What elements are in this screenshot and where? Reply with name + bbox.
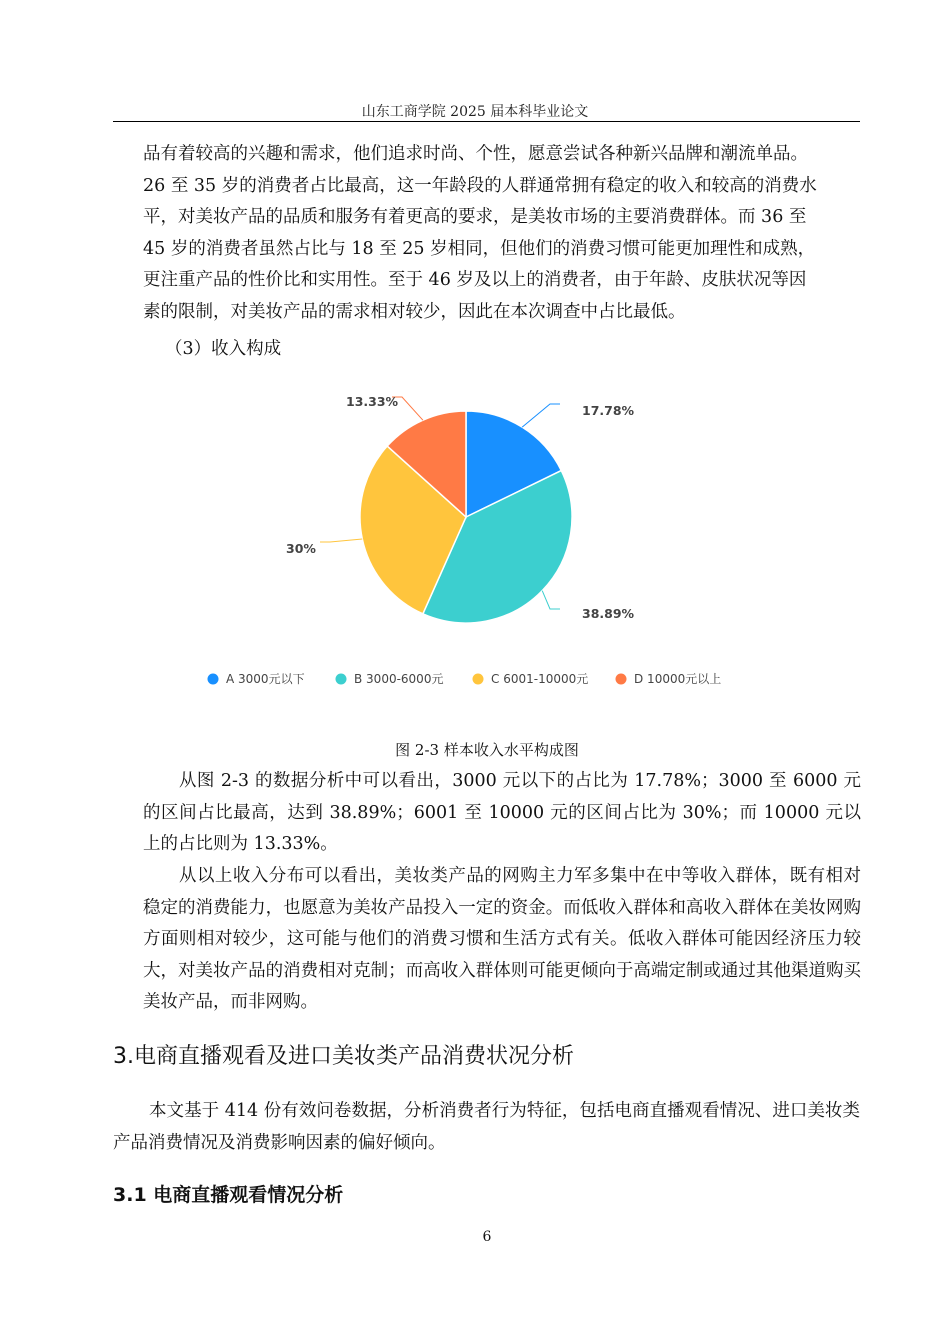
legend-label-d: D 10000元以上 [634,672,722,686]
text-line: 品有着较高的兴趣和需求，他们追求时尚、个性，愿意尝试各种新兴品牌和潮流单品。 [143,144,808,164]
figure-caption: 图 2-3 样本收入水平构成图 [395,741,579,759]
leader-line-a [522,404,560,427]
paragraph-income-discussion: 从以上收入分布可以看出，美妆类产品的网购主力军多集中在中等收入群体，既有相对稳定的消费能力，也愿意为美妆产品投入一定的资金。而低收入群体和高收入群体在美妆网购方面则相对较少，这可能与他们的消费习惯和生活方式有关。低收入群体可能因经济压力较大，对美妆产品的消费相对克制；而高收入群体则可能更倾向于高端定制或通过其他渠道购买美妆产品，而非网购。 [143,866,861,1012]
legend-label-c: C 6001-10000元 [491,672,589,686]
subheading-income: （3）收入构成 [165,339,282,359]
running-header: 山东工商学院 2025 届本科毕业论文 [361,104,589,120]
income-pie-chart [190,378,750,698]
legend-label-a: A 3000元以下 [226,672,305,686]
section-heading: 3.电商直播观看及进口美妆类产品消费状况分析 [113,1044,574,1069]
text-line: 26 至 35 岁的消费者占比最高，这一年龄段的人群通常拥有稳定的收入和较高的消费水 [143,175,817,196]
legend-marker-c [473,674,484,685]
slice-label-b: 38.89% [582,606,635,621]
legend-marker-a [208,674,219,685]
header-divider [113,121,860,122]
text-line: 45 岁的消费者虽然占比与 18 至 25 岁相同，但他们的消费习惯可能更加理性和成熟， [143,238,816,259]
page-number: 6 [482,1229,492,1245]
text-line: 更注重产品的性价比和实用性。至于 46 岁及以上的消费者，由于年龄、皮肤状况等因 [143,270,807,290]
paragraph-section-intro: 本文基于 414 份有效问卷数据，分析消费者行为特征，包括电商直播观看情况、进口美妆类产品消费情况及消费影响因素的偏好倾向。 [113,1101,860,1153]
paragraph-age-analysis [143,139,861,328]
leader-line-b [542,591,560,609]
text-line: 素的限制，对美妆产品的需求相对较少，因此在本次调查中占比最低。 [143,301,686,322]
pie-chart-svg [190,378,750,698]
slice-label-d: 13.33% [346,394,399,409]
text-line: 平，对美妆产品的品质和服务有着更高的要求，是美妆市场的主要消费群体。而 36 至 [143,207,807,227]
legend-label-b: B 3000-6000元 [354,672,444,686]
paragraph-income-data: 从图 2-3 的数据分析中可以看出，3000 元以下的占比为 17.78%；3000 至 6000 元的区间占比最高，达到 38.89%；6001 至 10000 元的区间占比为 30%；而 10000 元以上的占比则为 13.33%。 [143,771,861,854]
slice-label-a: 17.78% [582,403,635,418]
legend-marker-d [616,674,627,685]
slice-label-c: 30% [286,541,316,556]
legend-marker-b [336,674,347,685]
leader-line-c [320,539,362,542]
subsection-heading: 3.1 电商直播观看情况分析 [113,1184,344,1206]
